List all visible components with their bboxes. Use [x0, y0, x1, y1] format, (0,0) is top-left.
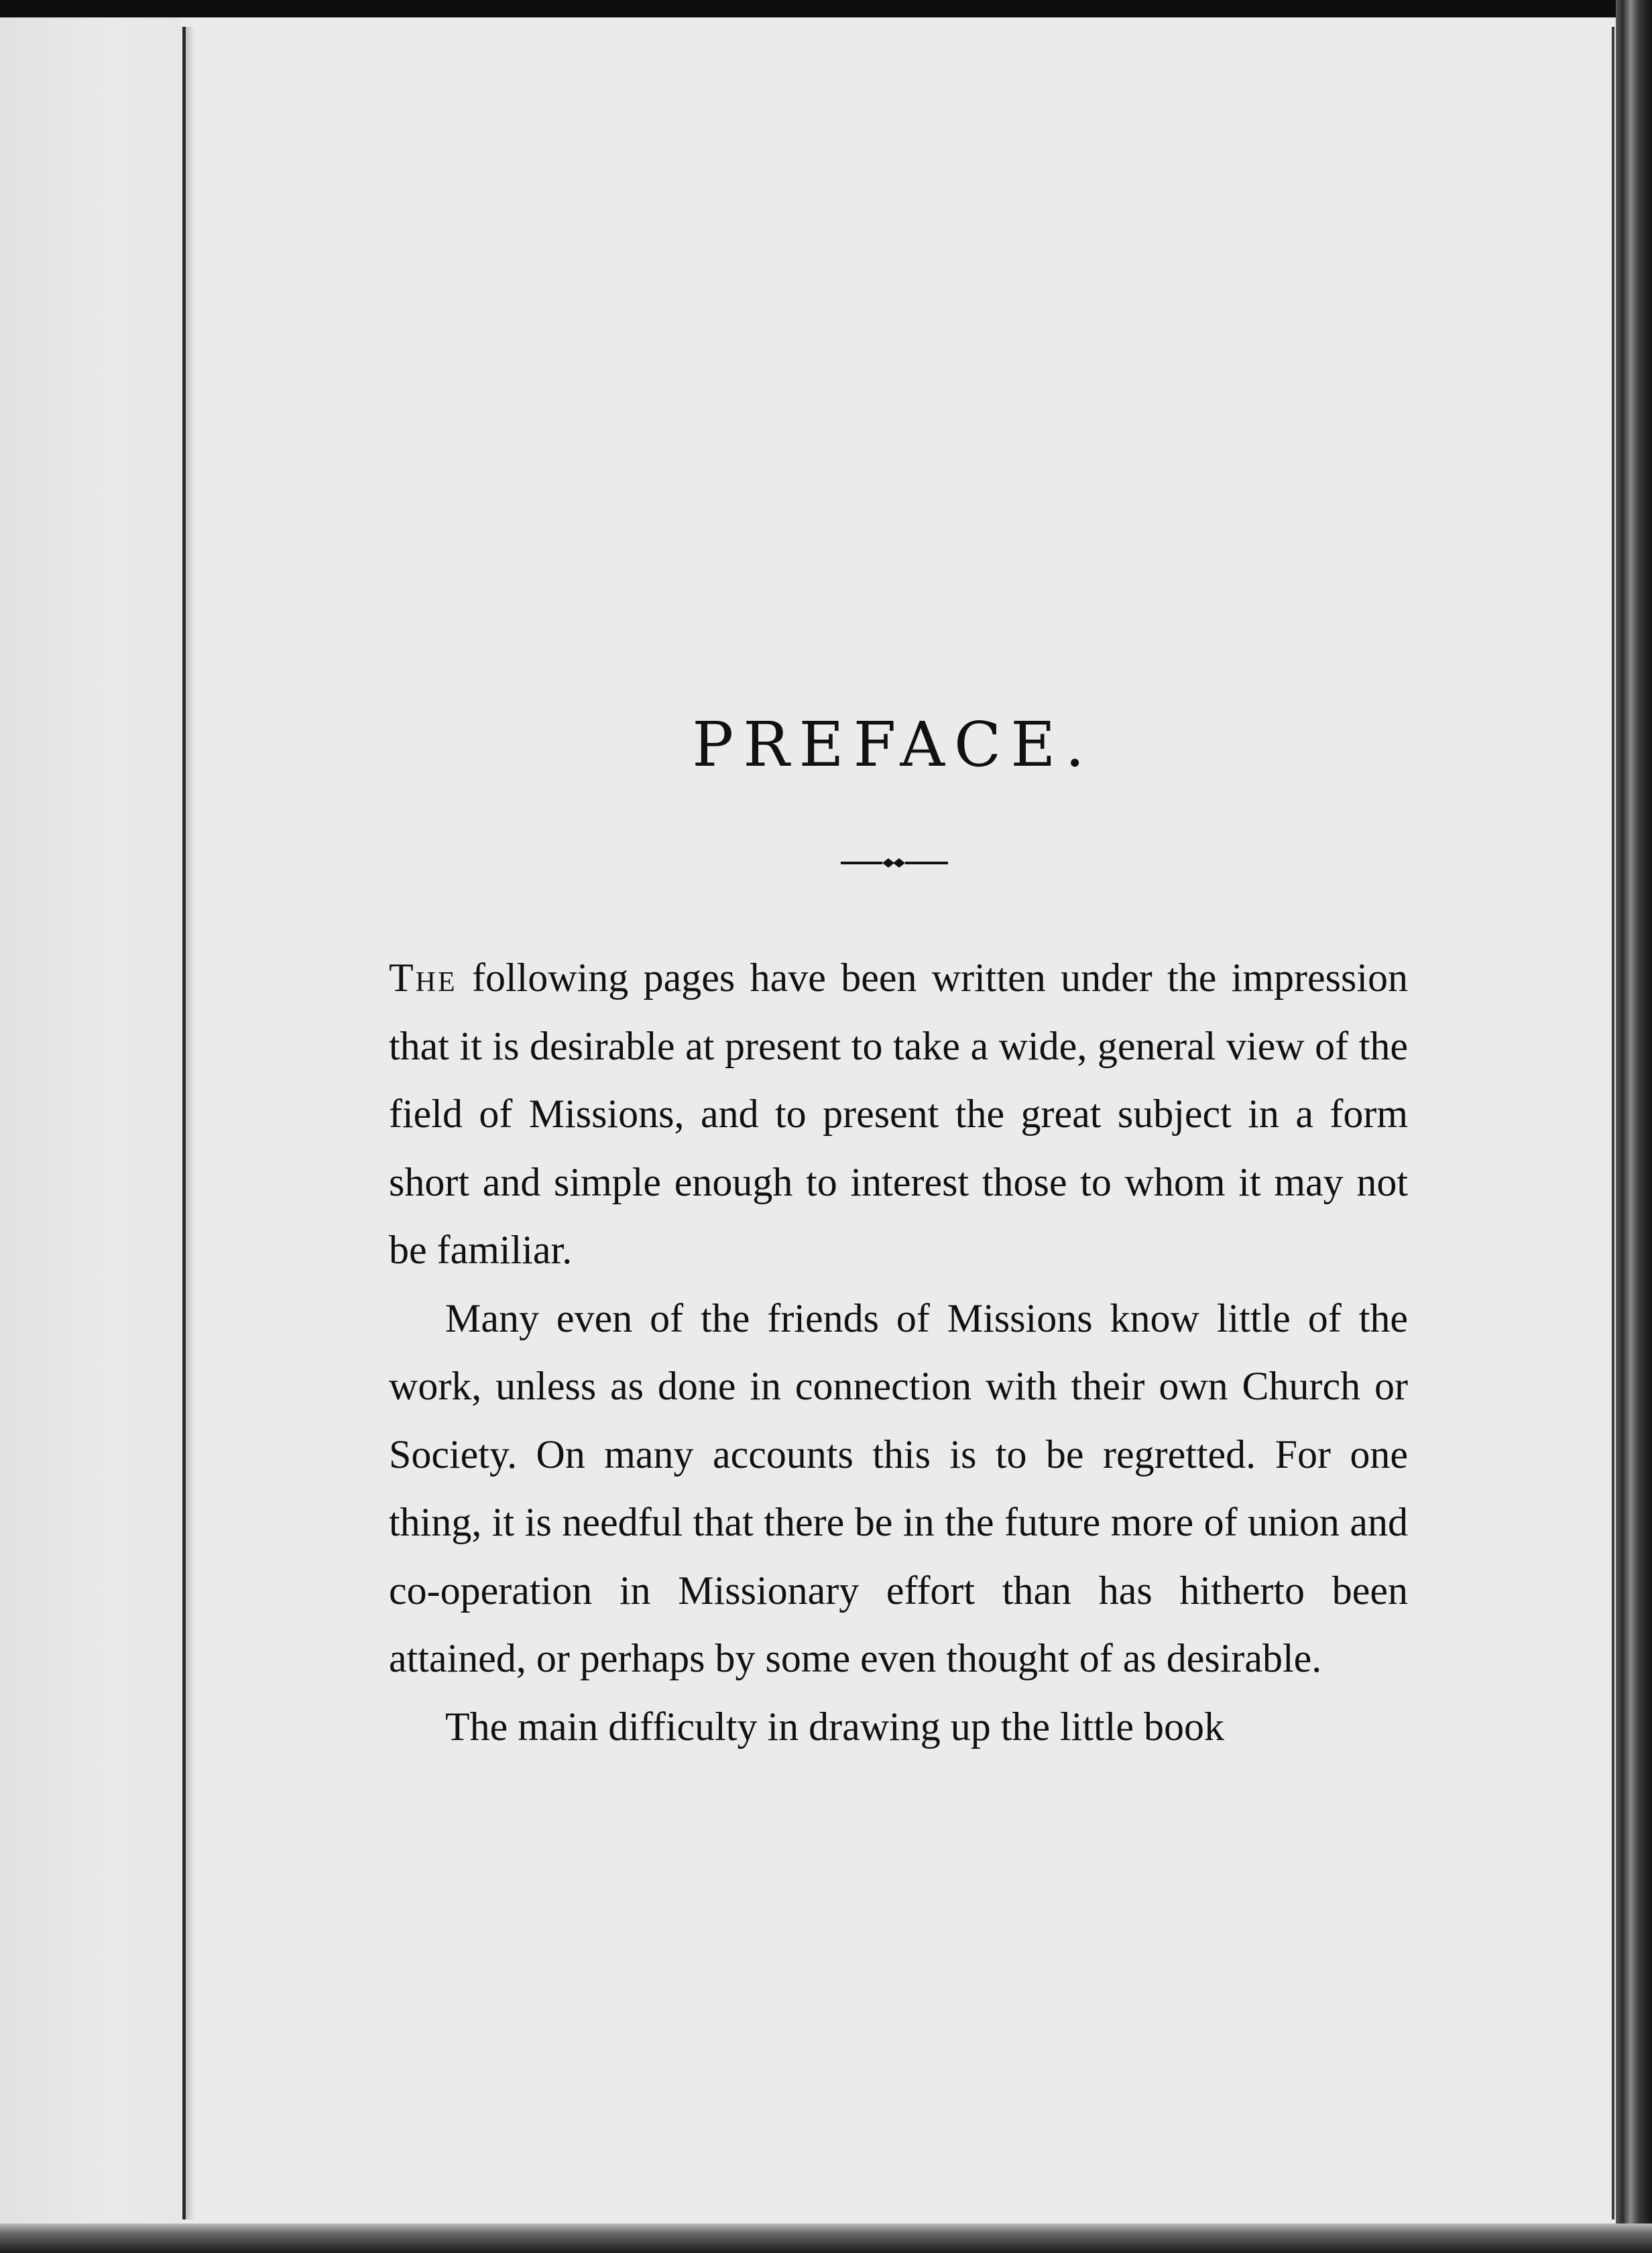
divider-ornament-icon — [841, 856, 948, 870]
paragraph-text: following pages have been written under the impression that it is desirable at present to take a wide, general view of the field of Missions, and to present the great subject in a form short and simple enough to interest those to whom it may not be familiar. — [389, 956, 1408, 1272]
preface-body — [389, 944, 1408, 1761]
paragraph-3: The main difficulty in drawing up the little book — [445, 1704, 1225, 1749]
scan-right-border — [1616, 0, 1652, 2253]
paragraph-2: Many even of the friends of Missions know little of the work, unless as done in connection with their own Church or Society. On many accounts this is to be regretted. For one thing, it is needful that there be in the future more of union and co-operation in Missionary effort than has hitherto been attained, or perhaps by some even thought of as desirable. — [389, 1295, 1408, 1680]
facing-page-margin — [0, 17, 181, 2223]
page-right-edge — [1612, 27, 1614, 2219]
paragraph-lead-word: The — [389, 956, 457, 1000]
paragraph-1 — [389, 944, 1408, 1285]
gutter-shadow — [186, 27, 195, 2219]
page-heading: PREFACE. — [692, 709, 1094, 781]
scan-top-border — [0, 0, 1652, 17]
scan-bottom-border — [0, 2223, 1652, 2253]
